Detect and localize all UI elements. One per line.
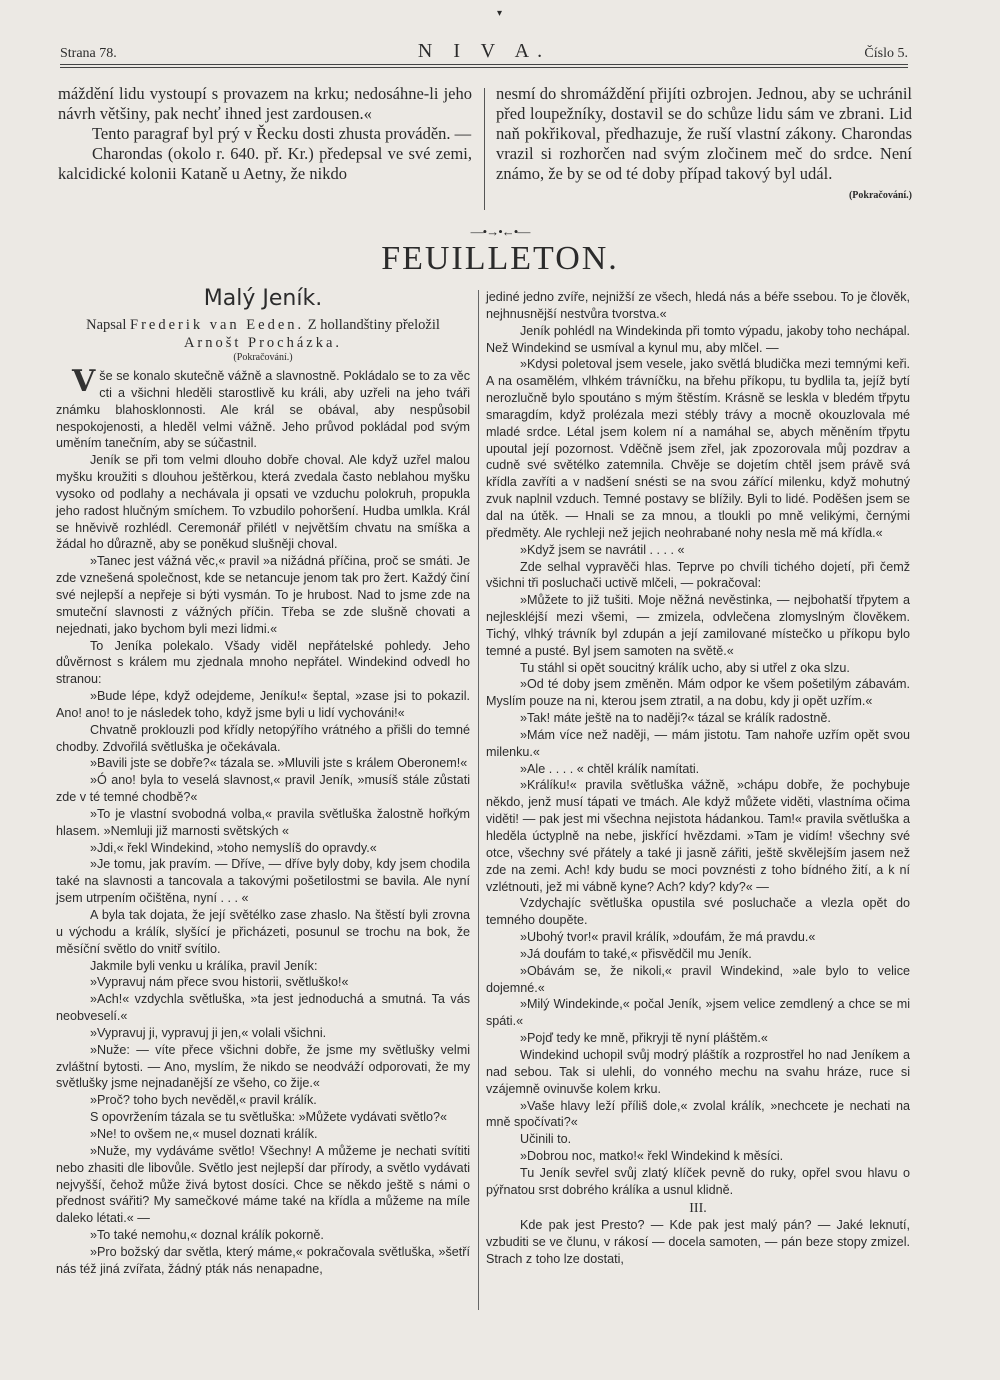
continued-note: (Pokračování.): [233, 352, 293, 363]
issue-number: Číslo 5.: [864, 46, 908, 61]
journal-title: N I V A.: [417, 40, 551, 62]
paragraph: »Milý Windekinde,« počal Jeník, »jsem velice zemdlený a chce se mi spáti.«: [486, 997, 910, 1029]
paragraph: Tu stáhl si opět soucitný králík ucho, aby si utřel z oka slzu.: [520, 660, 850, 675]
section-title: FEUILLETON.: [381, 240, 619, 277]
paragraph: Tu Jeník sevřel svůj zlatý klíček pevně do ruky, opřel svou hlavu o pýřnatou srst dobrého králíka a usnul klidně.: [486, 1165, 910, 1197]
paragraph: »Nuže: — víte přece všichni dobře, že jsme my světlušky velmi zvláštní bytosti. — Ano, myslím, že nikdo se neodváží odporovati, že my světlušky jsme nejnadanější ze všeho, co žije.«: [56, 1042, 470, 1091]
paragraph: »Vaše hlavy leží příliš dole,« zvolal králík, »nechcete je nechati na mně spočívati?«: [486, 1098, 910, 1130]
paragraph: »Ubohý tvor!« pravil králík, »doufám, že má pravdu.«: [520, 930, 816, 945]
paragraph: »Tanec jest vážná věc,« pravil »a nižádná příčina, proč se smáti. Je zde vznešená společnost, kde se netancuje jenom tak pro žert. Každý činí své nejlepší a nepřeje si býti vysmán. To je hrubost. Nad to jsme zde na smuteční slavnosti z vážných příčin. Třeba se zde slušně chovati a nejednati, jako bychom byli mezi lidmi.«: [56, 554, 470, 636]
paragraph: Vzdychajíc světluška opustila své posluchače a vlezla opět do temného doupěte.: [486, 896, 910, 928]
paragraph: Zde selhal vypravěči hlas. Teprve po chvíli tichého dojetí, při čemž všichni tři posluchači uctivě mlčeli, — pokračoval:: [486, 559, 910, 591]
paragraph: To Jeníka polekalo. Všady viděl nepřátelské pohledy. Jeho důvěrnost s králem mu zjednala mnoho nepřátel. Windekind odvedl ho stranou:: [56, 638, 470, 687]
paragraph: Charondas (okolo r. 640. př. Kr.) předepsal ve své zemi, kalcidické kolonii Kataně u Aetny, že nikdo: [58, 144, 472, 183]
translation-note: Z hollandštiny přeložil: [307, 317, 440, 333]
paragraph: »To je vlastní svobodná volba,« pravila světluška žalostně hořkým hlasem. »Nemluji již marnosti světských «: [56, 806, 470, 838]
paragraph: »Vypravuj ji, vypravuj ji jen,« volali všichni.: [90, 1025, 327, 1040]
paragraph: »Ach!« vzdychla světluška, »ta jest jednoduchá a smutná. Ta vás neobveselí.«: [56, 992, 470, 1024]
paragraph: »Tak! máte ještě na to naději?« tázal se králík radostně.: [520, 711, 831, 726]
byline-prefix: Napsal: [86, 317, 127, 333]
paragraph: Jakmile byli venku u králíka, pravil Jeník:: [90, 958, 318, 973]
paragraph: Učinili to.: [520, 1132, 572, 1147]
paragraph: »Vypravuj nám přece svou historii, světluško!«: [90, 975, 349, 990]
paragraph: »Kdysi poletoval jsem vesele, jako světlá bludička mezi temnými keři. A na osamělém, vlhkém trávníčku, na břehu příkopu, tu bydlila ta, jejíž bytí nerozlučně bylo spoutáno s mým štěstím. Krásně se leskla v bledém třpytu smaragdím, když prolézala mezi stébly trávy a mocně okouzlovala mé mladé srdce. Létal jsem kolem ní a namáhal se, abych měněním třpytu upoutal její pozornost. Vděčně jsem zřel, jak zpozorovala můj pozdrav a cudně své světélko zatemnila. Chvěje se dojetím chtěl jsem právě svá křídla zavříti a v nadšení snésti se na svou zářící milenku, když mohutný zvuk naplnil vzduch. Temné postavy se blížily. Byli to lidé. Poděšen jsem se dal na útěk. — Hnali se za mnou, a tloukli po mně velikými, černými předměty. Ale rychleji než jejich neohrabané nohy nesla mě má křídla.«: [486, 357, 910, 540]
paragraph: »Obávám se, že nikoli,« pravil Windekind, »ale bylo to velice dojemné.«: [486, 963, 910, 995]
top-article-left-column: [58, 84, 472, 184]
paragraph: »Pro božský dar světla, který máme,« pokračovala světluška, »šetří nás též jiná zvířata, žádný pták nás nenapadne,: [56, 1244, 470, 1276]
story-title: Malý Jeník.: [203, 286, 323, 311]
chapter-number: III.: [689, 1200, 707, 1216]
paragraph: »Je tomu, jak pravím. — Dříve, — dříve byly doby, kdy jsem chodila také na slavnosti a tancovala a takovými pošetilostmi se bavila. Ale nyní jsem utrpením očištěna, nyní . . . «: [56, 857, 470, 906]
paragraph: Jeník pohlédl na Windekinda při tomto výpadu, jakoby toho nechápal. Než Windekind se usmíval a kynul mu, aby mlčel. —: [486, 323, 910, 355]
paragraph: Kde pak jest Presto? — Kde pak jest malý pán? — Jaké leknutí, vzbuditi se ve člunu, v rákosí — docela samoten, — pán beze stopy zmizel. Strach z toho lze dostati,: [486, 1218, 910, 1267]
paragraph: Chvatně proklouzli pod křídly netopýřího vrátného a přišli do temné chodby. Zdvořilá světluška je očekávala.: [56, 722, 470, 754]
paragraph-list: [486, 289, 910, 1199]
paragraph-list: [56, 452, 470, 1277]
paragraph: »Mám více než naději, — mám jistotu. Tam nahoře uzřím opět svou milenku.«: [486, 727, 910, 759]
byline: [56, 316, 470, 352]
paragraph: »Ne! to ovšem ne,« musel doznati králík.: [90, 1126, 318, 1141]
paragraph: »Proč? toho bych nevěděl,« pravil králík.: [90, 1093, 317, 1108]
paragraph: máždění lidu vystoupí s provazem na krku; nedosáhne-li jeho návrh většiny, pak nechť ihned jest zardousen.«: [58, 84, 472, 123]
continued-note: (Pokračování.): [848, 190, 912, 201]
paragraph: A byla tak dojata, že její světélko zase zhaslo. Na štěstí byli zrovna u východu a králík, slyšící je přicházeti, posunul se trochu na bok, že měsíční světlo do vnitř svítilo.: [56, 908, 470, 956]
printer-mark: ▾: [497, 8, 503, 19]
paragraph: »Já doufám to také,« přisvědčil mu Jeník.: [520, 946, 752, 961]
top-article-right-column: [496, 84, 912, 206]
paragraph: Windekind uchopil svůj modrý pláštík a rozprostřel ho nad Jeníkem a nad sebou. Tak si ulehli, do vonného mechu na svahu hráze, ruce si vzájemně ovinuvše kolem krku.: [486, 1047, 910, 1096]
paragraph: »Ale . . . . « chtěl králík namítati.: [520, 761, 700, 776]
translator-name: Arnošt Procházka.: [183, 335, 343, 351]
paragraph: »Dobrou noc, matko!« řekl Windekind k měsíci.: [520, 1149, 784, 1164]
paragraph: »Když jsem se navrátil . . . . «: [520, 542, 685, 557]
section-ornament: —•→•←•—: [470, 224, 530, 239]
paragraph: Tento paragraf byl prý v Řecku dosti zhusta prováděn. —: [92, 124, 472, 143]
story-left-column: [56, 364, 470, 1278]
column-divider: [478, 290, 479, 1310]
drop-cap: V: [72, 364, 96, 399]
paragraph: »Jdi,« řekl Windekind, »toho nemyslíš do opravdy.«: [90, 840, 377, 855]
paragraph: »Ó ano! byla to veselá slavnost,« pravil Jeník, »musíš stále zůstati zde v té temné chodbě?«: [56, 773, 470, 805]
paragraph: »Králíku!« pravila světluška vážně, »chápu dobře, že pochybuje někdo, jenž musí tápati ve tmách. Ale když můžete viděti, vlastníma očima viděti! — pak jest mi všechna nejistota hádankou. Tam!« pravila světluška a hleděla úctyplně na nebe, jiskřící hvězdami. »Tam je vidím! všechny své otce, všechny své přátely a také ji jasně zářiti, ještě skvělejším jasem než zde na zemi. Ach! kdy budu se moci povznésti z toho bídného žití, a k ní vzlétnouti, jež mi vábně kyne? Ach? kdy? kdy?« —: [486, 778, 910, 894]
paragraph: S opovržením tázala se tu světluška: »Můžete vydávati světlo?«: [90, 1110, 448, 1125]
paragraph: »To také nemohu,« doznal králík pokorně.: [90, 1228, 324, 1243]
paragraph: »Nuže, my vydáváme světlo! Všechny! A můžeme je nechati svítiti nebo zhasiti dle libovůle. Světlo jest nejlepší dar přírody, a světlo vydávati nejvyšší, čehož může živá bytost dosíci. Chce se někdo ještě s námi o přednost svářiti? My samečkové máme také na křídla a můžeme na míle daleko létati.« —: [56, 1143, 470, 1226]
author-name: Frederik van Eeden.: [130, 317, 305, 333]
paragraph: jediné jedno zvíře, nejnižší ze všech, hledá nás a béře ssebou. To je člověk, nejhnusnější nestvůra tvorstva.«: [486, 290, 910, 321]
paragraph: nesmí do shromáždění přijíti ozbrojen. Jednou, aby se uchránil před loupežníky, dostavil se do schůze lidu sám ve zbrani. Lid naň pokřikoval, předhazuje, že ruší vlastní zákony. Charondas vrazil si rozhorčen nad svým zločinem meč do srdce. Není známo, že by se od té doby případ takový byl udál.: [496, 84, 912, 183]
first-paragraph: [56, 364, 470, 452]
header-rule-double: [60, 67, 908, 68]
column-divider: [484, 88, 485, 210]
paragraph: Jeník se při tom velmi dlouho dobře choval. Ale když uzřel malou myšku kroužiti s dlouhou ještěrkou, která zvedala často neblahou myšku vysoko od podlahy a nechávala ji opsati ve vzduchu polokruh, propukla jeho radost hlučným smíchem. To vzbudilo pohoršení. Hudba umlkla. Král se hněvivě rozhlédl. Ceremonář přilétl v největším chvatu na smíška a žádal ho důrazně, aby se poněkud slušněji choval.: [56, 453, 470, 552]
page-number: Strana 78.: [60, 46, 117, 61]
running-head: [60, 40, 908, 66]
paragraph: »Bude lépe, když odejdeme, Jeníku!« šeptal, »zase jsi to pokazil. Ano! ano! to je následek toho, když jsme byli u lidí vychováni!«: [56, 689, 470, 720]
header-rule: [60, 64, 908, 65]
paragraph: »Od té doby jsem změněn. Mám odpor ke všem pošetilým zábavám. Myslím pouze na ni, kterou jsem ztratil, a na dobu, kdy ji opět uzřím.«: [486, 677, 910, 709]
paragraph: »Bavili jste se dobře?« tázala se. »Mluvili jste s králem Oberonem!«: [90, 756, 468, 771]
story-right-column: [486, 289, 910, 1268]
paragraph: »Můžete to již tušiti. Moje něžná nevěstinka, — nejbohatší třpytem a nejleskléjší mezi všemi, — zmizela, odvlečena zlomyslným člověkem. Tichý, vlhký trávník byl zdupán a její zamilované místečko u příkopu bylo temné a pusté. Byl jsem samoten na světě.«: [486, 593, 910, 658]
paragraph-text: še se konalo skutečně vážně a slavnostně. Pokládalo se to za věc cti a všichni hleděli starostlivě ku králi, aby uzřeli na jeho tváři známku blahosklonnosti. Ale král se obával, aby nespůsobil nespokojenosti, a hleděl velmi vážně. Jeho průvod pokládal pod svým uměním tanečním, aby se súčastnil.: [56, 369, 470, 451]
paragraph: »Pojď tedy ke mně, přikryji tě nyní pláštěm.«: [520, 1031, 768, 1046]
